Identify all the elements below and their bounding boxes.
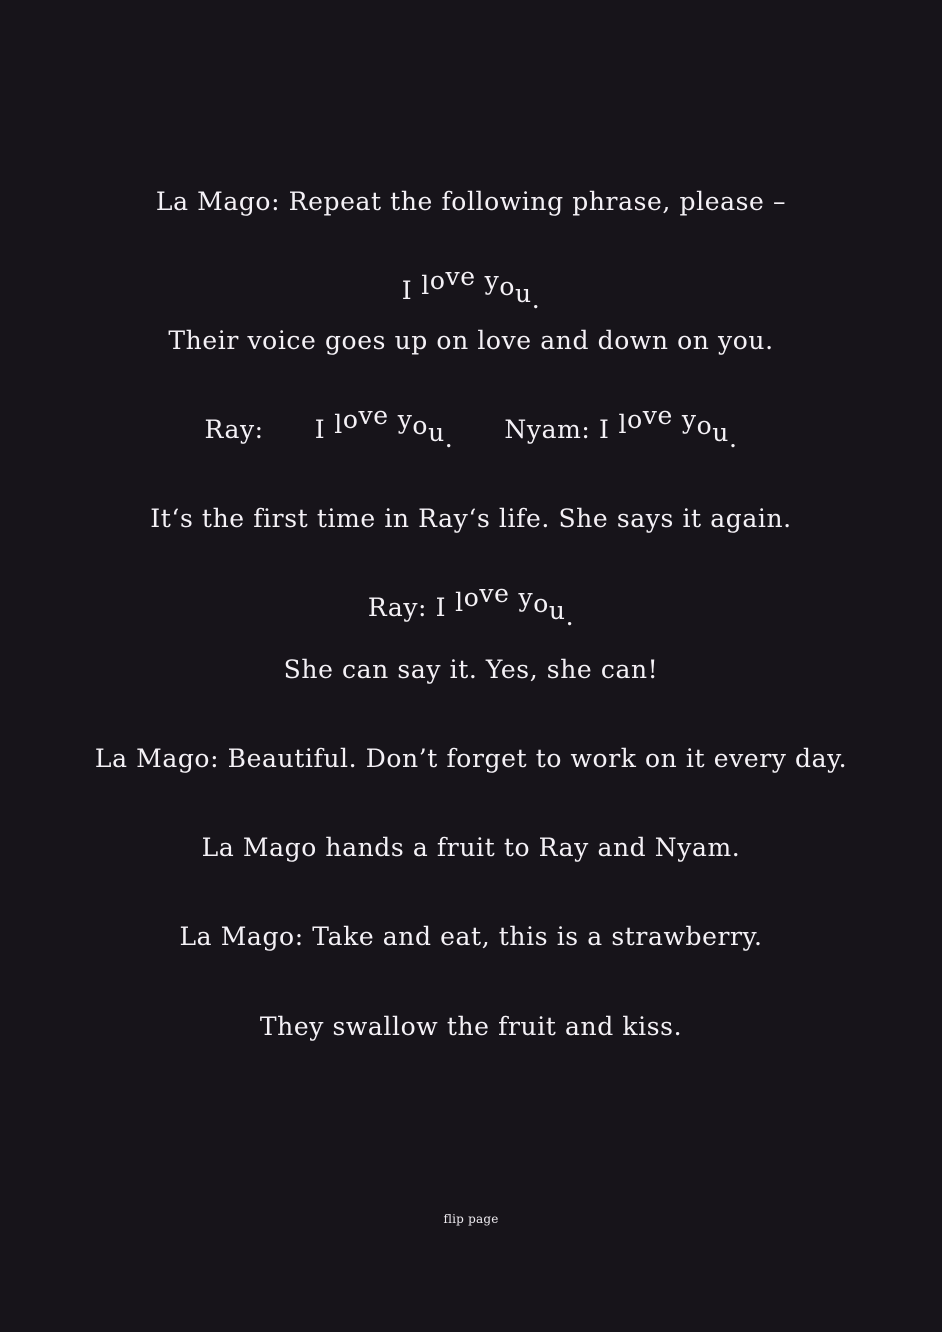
wavy-letter: u [428, 417, 445, 447]
wavy-letter: . [729, 423, 738, 453]
speaker-ray: Ray: [367, 593, 428, 623]
wavy-letter: l [421, 271, 430, 301]
wavy-letter: y [397, 404, 413, 434]
wavy-phrase [401, 262, 541, 315]
story-line-8: La Mago: Beautiful. Don’t forget to work on it every day. [94, 743, 848, 773]
wavy-letter: u [515, 279, 532, 309]
wavy-phrase [314, 400, 454, 453]
wavy-letter: y [484, 266, 500, 296]
wavy-letter: v [445, 262, 461, 292]
wavy-letter: o [429, 266, 446, 296]
story-line-10: La Mago: Take and eat, this is a strawberry. [179, 922, 763, 952]
wavy-letter: e [657, 400, 673, 430]
story-line-9: La Mago hands a fruit to Ray and Nyam. [201, 833, 741, 862]
story-line-4-wavy [0, 400, 942, 453]
story-line-5: It‘s the first time in Ray‘s life. She says it again. [150, 504, 792, 533]
wavy-letter: o [342, 404, 359, 434]
wavy-letter: v [479, 579, 495, 609]
wavy-letter: e [460, 262, 476, 292]
wavy-letter: . [444, 423, 454, 453]
wavy-letter: y [681, 404, 697, 434]
wavy-letter: y [518, 583, 534, 613]
wavy-letter: o [627, 404, 643, 434]
story-line-2-wavy [0, 262, 942, 315]
wavy-letter: u [548, 596, 566, 626]
story-line-11: They swallow the fruit and kiss. [259, 1011, 683, 1041]
wavy-letter: . [531, 285, 541, 315]
wavy-phrase [435, 579, 575, 632]
story-line-3: Their voice goes up on love and down on you. [168, 325, 774, 355]
wavy-letter: l [455, 588, 464, 618]
wavy-letter: o [533, 589, 549, 619]
wavy-letter: e [373, 400, 389, 430]
speaker-ray: Ray: [204, 414, 264, 444]
wavy-letter: o [499, 272, 516, 302]
speaker-nyam: Nyam: [504, 414, 591, 444]
wavy-letter: v [642, 400, 658, 430]
wavy-letter: I [599, 414, 610, 444]
wavy-letter: I [401, 276, 413, 306]
wavy-letter: e [494, 579, 510, 609]
wavy-letter: I [435, 593, 447, 623]
wavy-letter: l [334, 409, 343, 439]
wavy-letter: o [696, 410, 713, 440]
story-line-1: La Mago: Repeat the following phrase, please – [155, 187, 787, 216]
wavy-letter: I [314, 414, 326, 444]
story-line-7: She can say it. Yes, she can! [283, 654, 659, 684]
wavy-letter: o [463, 583, 480, 613]
wavy-letter: o [412, 410, 429, 440]
wavy-letter: l [618, 409, 628, 439]
wavy-phrase [599, 400, 738, 453]
wavy-letter: v [358, 400, 374, 430]
story-line-6-wavy [0, 579, 942, 632]
wavy-letter: . [565, 602, 575, 632]
wavy-letter: u [712, 417, 729, 447]
flip-page-link[interactable]: flip page [443, 1212, 499, 1226]
